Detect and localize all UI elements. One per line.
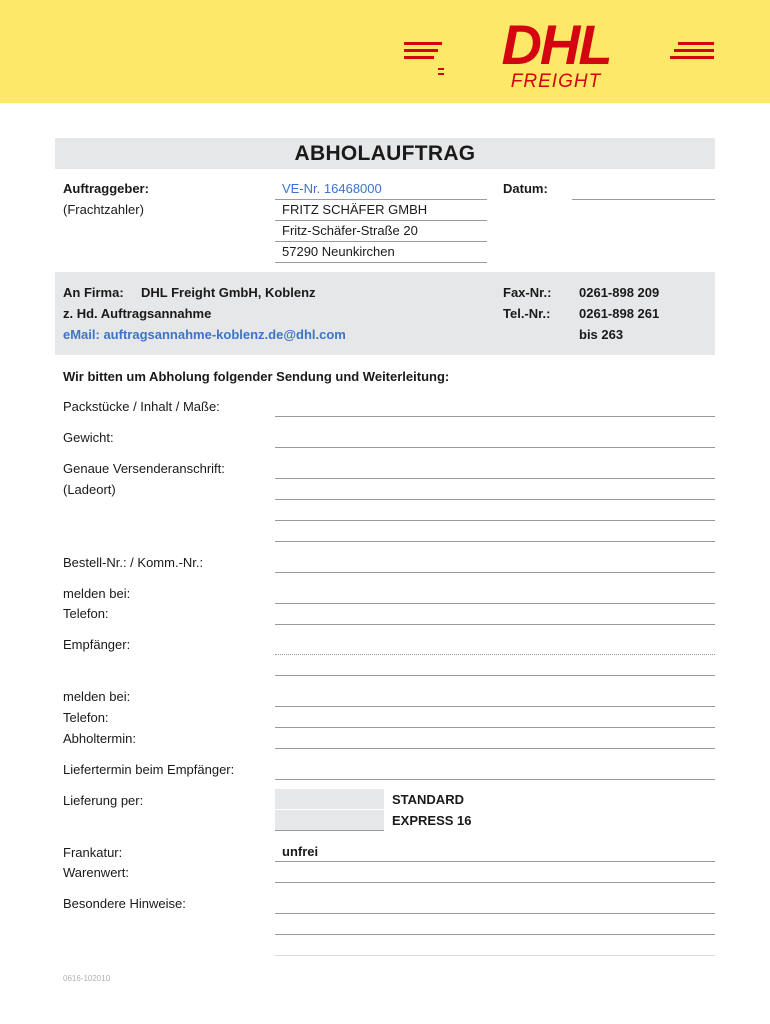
form-title: ABHOLAUFTRAG xyxy=(55,138,715,169)
dhl-freight-logo xyxy=(398,12,718,92)
melden-field-2[interactable] xyxy=(275,706,715,707)
express-checkbox[interactable] xyxy=(275,810,384,830)
gewicht-label: Gewicht: xyxy=(63,430,114,445)
frankatur-field[interactable] xyxy=(275,861,715,862)
empfaenger-label: Empfänger: xyxy=(63,637,131,652)
firm-email[interactable]: eMail: auftragsannahme-koblenz.de@dhl.com xyxy=(63,327,346,342)
field-line xyxy=(275,220,487,221)
melden-field-1[interactable] xyxy=(275,603,715,604)
telefon-label-1: Telefon: xyxy=(63,606,109,621)
firm-prefix: An Firma: xyxy=(63,285,124,300)
form-code: 0616-102010 xyxy=(63,974,111,983)
liefertermin-label: Liefertermin beim Empfänger: xyxy=(63,762,235,777)
telefon-field-2[interactable] xyxy=(275,727,715,728)
hinweise-label: Besondere Hinweise: xyxy=(63,896,186,911)
abholtermin-label: Abholtermin: xyxy=(63,731,136,746)
melden-label-2: melden bei: xyxy=(63,689,131,704)
hinweise-field-3[interactable] xyxy=(275,955,715,956)
client-sublabel: (Frachtzahler) xyxy=(63,202,144,217)
warenwert-label: Warenwert: xyxy=(63,865,129,880)
date-label: Datum: xyxy=(503,181,548,196)
option-standard: STANDARD xyxy=(392,792,464,807)
tel-extra: bis 263 xyxy=(579,327,624,342)
warenwert-field[interactable] xyxy=(275,882,715,883)
packstuecke-field[interactable] xyxy=(275,416,715,417)
client-street: Fritz-Schäfer-Straße 20 xyxy=(282,223,418,238)
versender-field-4[interactable] xyxy=(275,541,715,542)
bestell-label: Bestell-Nr.: / Komm.-Nr.: xyxy=(63,555,204,570)
versender-field-1[interactable] xyxy=(275,478,715,479)
firm-name: DHL Freight GmbH, Koblenz xyxy=(141,285,316,300)
packstuecke-label: Packstücke / Inhalt / Maße: xyxy=(63,399,220,414)
liefertermin-field[interactable] xyxy=(275,779,715,780)
box-bottom-line xyxy=(275,830,384,831)
hinweise-field-2[interactable] xyxy=(275,934,715,935)
versender-label: Genaue Versenderanschrift: xyxy=(63,461,225,476)
field-line xyxy=(275,262,487,263)
telefon-label-2: Telefon: xyxy=(63,710,109,725)
frankatur-value: unfrei xyxy=(282,844,319,859)
abholtermin-field[interactable] xyxy=(275,748,715,749)
ve-number: VE-Nr. 16468000 xyxy=(282,181,382,196)
field-line xyxy=(275,241,487,242)
dhl-wordmark: DHL xyxy=(501,13,611,76)
frankatur-label: Frankatur: xyxy=(63,845,123,860)
hinweise-field-1[interactable] xyxy=(275,913,715,914)
bestell-field[interactable] xyxy=(275,572,715,573)
header-banner xyxy=(0,0,770,103)
client-company: FRITZ SCHÄFER GMBH xyxy=(282,202,428,217)
client-label: Auftraggeber: xyxy=(63,181,149,196)
field-line xyxy=(275,199,487,200)
date-field[interactable] xyxy=(572,199,715,200)
firm-attention: z. Hd. Auftragsannahme xyxy=(63,306,212,321)
versender-field-2[interactable] xyxy=(275,499,715,500)
empfaenger-field-2[interactable] xyxy=(275,675,715,676)
melden-label-1: melden bei: xyxy=(63,586,131,601)
gewicht-field[interactable] xyxy=(275,447,715,448)
fax-label: Fax-Nr.: xyxy=(503,285,552,300)
freight-wordmark: FREIGHT xyxy=(510,71,602,92)
client-city: 57290 Neunkirchen xyxy=(282,244,395,259)
telefon-field-1[interactable] xyxy=(275,624,715,625)
lieferung-label: Lieferung per: xyxy=(63,793,144,808)
empfaenger-field-1[interactable] xyxy=(275,654,715,655)
versender-field-3[interactable] xyxy=(275,520,715,521)
standard-checkbox[interactable] xyxy=(275,789,384,809)
ladeort-label: (Ladeort) xyxy=(63,482,116,497)
option-express: EXPRESS 16 xyxy=(392,813,472,828)
tel-label: Tel.-Nr.: xyxy=(503,306,551,321)
fax-value: 0261-898 209 xyxy=(579,285,660,300)
tel-value: 0261-898 261 xyxy=(579,306,660,321)
form-intro: Wir bitten um Abholung folgender Sendung und Weiterleitung: xyxy=(63,369,450,384)
